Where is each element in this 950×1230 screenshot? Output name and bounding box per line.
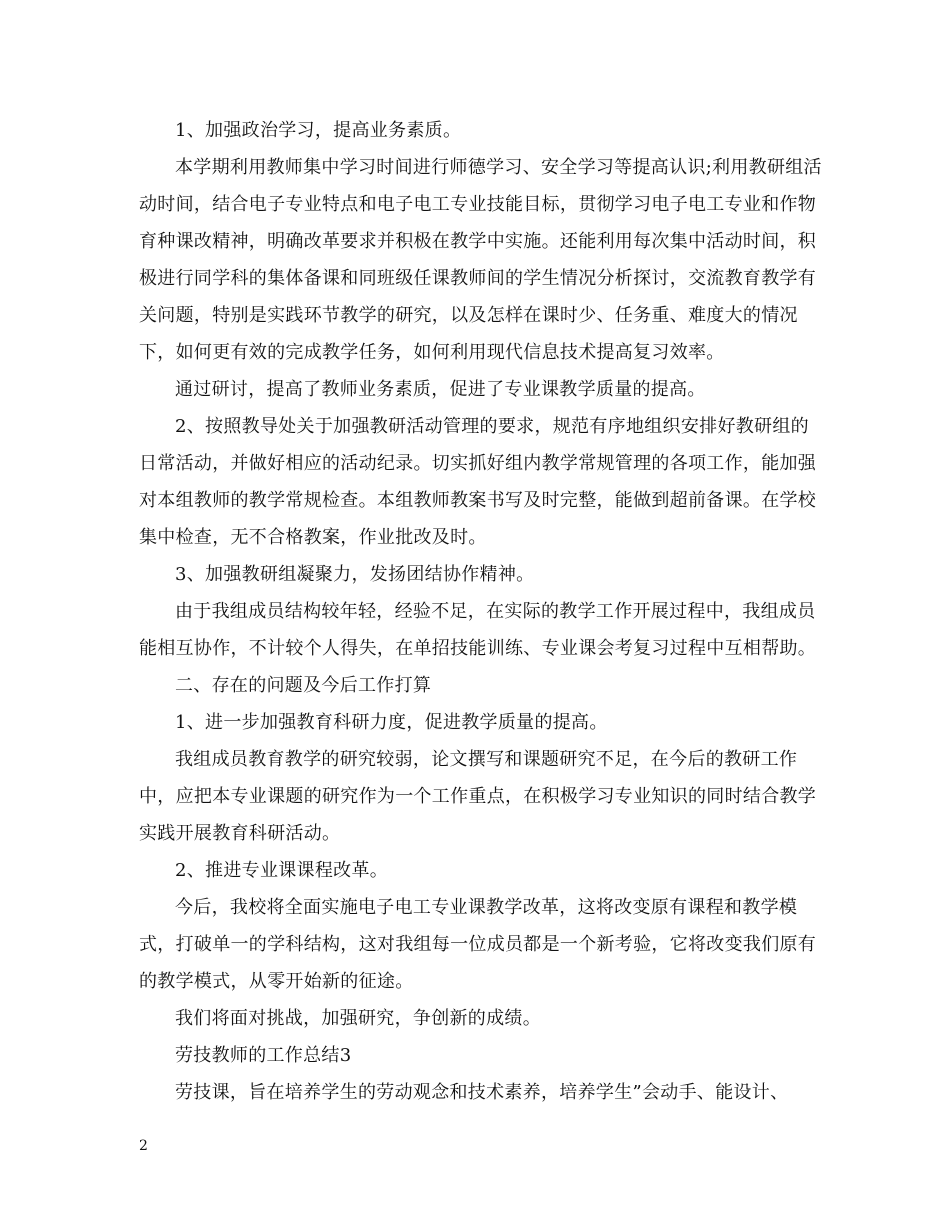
paragraph: 我组成员教育教学的研究较弱，论文撰写和课题研究不足，在今后的教研工作中，应把本专业课题的研究作为一个工作重点，在积极学习专业知识的同时结合教学实践开展教育科研活动。: [139, 749, 817, 844]
paragraph: 通过研讨，提高了教师业务素质，促进了专业课教学质量的提高。: [175, 379, 706, 400]
document-body: [139, 112, 822, 1111]
section-heading: 二、存在的问题及今后工作打算: [175, 675, 432, 696]
paragraph: 劳技课，旨在培养学生的劳动观念和技术素养，培养学生”会动手、能设计、: [175, 1082, 789, 1103]
section-title: 劳技教师的工作总结3: [175, 1045, 352, 1066]
paragraph: 由于我组成员结构较年轻，经验不足，在实际的教学工作开展过程中，我组成员能相互协作，不计较个人得失，在单招技能训练、专业课会考复习过程中互相帮助。: [139, 601, 817, 659]
paragraph: 本学期利用教师集中学习时间进行师德学习、安全学习等提高认识;利用教研组活动时间，结合电子专业特点和电子电工专业技能目标，贯彻学习电子电工专业和作物育种课改精神，明确改革要求并积极在教学中实施。还能利用每次集中活动时间，积极进行同学科的集体备课和同班级任课教师间的学生情况分析探讨，交流教育教学有关问题，特别是实践环节教学的研究，以及怎样在课时少、任务重、难度大的情况下，如何更有效的完成教学任务，如何利用现代信息技术提高复习效率。: [139, 157, 822, 363]
paragraph: 1、进一步加强教育科研力度，促进教学质量的提高。: [175, 712, 608, 733]
paragraph: 2、按照教导处关于加强教研活动管理的要求，规范有序地组织安排好教研组的日常活动，并做好相应的活动纪录。切实抓好组内教学常规管理的各项工作，能加强对本组教师的教学常规检查。本组教师教案书写及时完整，能做到超前备课。在学校集中检查，无不合格教案，作业批改及时。: [139, 416, 817, 548]
page-number: 2: [139, 1138, 148, 1154]
paragraph: 今后，我校将全面实施电子电工专业课教学改革，这将改变原有课程和教学模式，打破单一的学科结构，这对我组每一位成员都是一个新考验，它将改变我们原有的教学模式，从零开始新的征途。: [139, 897, 817, 992]
paragraph: 我们将面对挑战，加强研究，争创新的成绩。: [175, 1008, 541, 1029]
paragraph: 2、推进专业课课程改革。: [175, 860, 389, 881]
paragraph: 3、加强教研组凝聚力，发扬团结协作精神。: [175, 564, 535, 585]
paragraph: 1、加强政治学习，提高业务素质。: [175, 120, 462, 141]
